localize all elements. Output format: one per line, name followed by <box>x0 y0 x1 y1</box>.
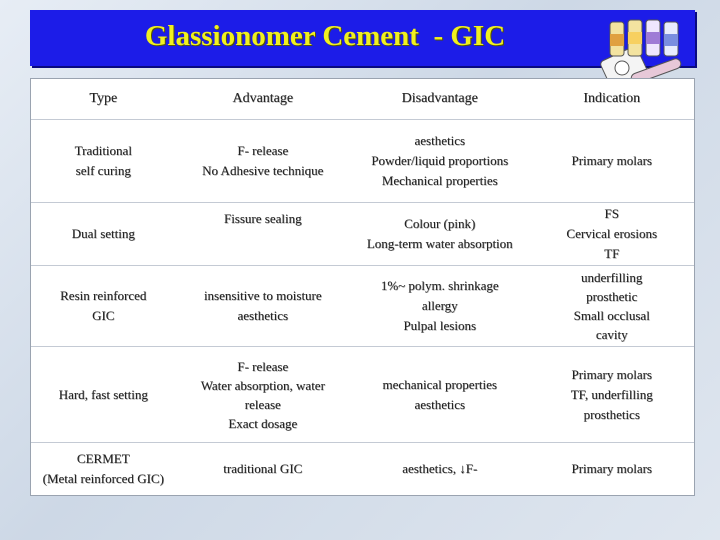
cell-type: Traditional self curing <box>74 143 132 178</box>
table-row <box>31 203 694 265</box>
cell-disadvantage: aesthetics, ↓F- <box>402 461 478 476</box>
cell-advantage: Fissure sealing <box>223 211 302 226</box>
cell-disadvantage: mechanical properties aesthetics <box>382 376 497 412</box>
title-bar <box>30 10 695 66</box>
table-header-row <box>31 79 694 119</box>
header-type: Type <box>89 91 118 106</box>
cell-advantage: F- release Water absorption, water release Exact dosage <box>200 358 325 431</box>
cell-disadvantage: Colour (pink) Long-term water absorption <box>366 216 513 251</box>
cell-indication: Primary molars <box>571 461 652 476</box>
header-disadvantage: Disadvantage <box>401 91 478 106</box>
cell-type: Hard, fast setting <box>58 386 148 402</box>
cell-disadvantage: aesthetics Powder/liquid proportions Mechanical properties <box>371 133 509 188</box>
cell-indication: FS Cervical erosions TF <box>566 206 658 261</box>
header-advantage: Advantage <box>232 91 294 106</box>
table-row <box>31 266 694 346</box>
slide-title: Glassionomer Cement - GIC <box>144 20 506 52</box>
cell-indication: underfilling prosthetic Small occlusal cavity <box>573 270 650 342</box>
header-indication: Indication <box>583 91 641 106</box>
cell-type: Resin reinforced GIC <box>60 288 147 323</box>
table-row <box>31 443 694 495</box>
cell-type: CERMET (Metal reinforced GIC) <box>42 451 164 486</box>
cell-advantage: F- release No Adhesive technique <box>202 143 324 178</box>
cell-disadvantage: 1%~ polym. shrinkage allergy Pulpal lesions <box>380 278 499 333</box>
cell-indication: Primary molars <box>571 153 652 168</box>
table-row <box>31 120 694 202</box>
cell-advantage: insensitive to moisture aesthetics <box>203 288 322 323</box>
gic-comparison-table <box>30 78 695 496</box>
table-row <box>31 347 694 442</box>
cell-indication: Primary molars TF, underfilling prosthetics <box>570 366 653 422</box>
cell-type: Dual setting <box>71 226 135 241</box>
cell-advantage: traditional GIC <box>223 461 303 476</box>
